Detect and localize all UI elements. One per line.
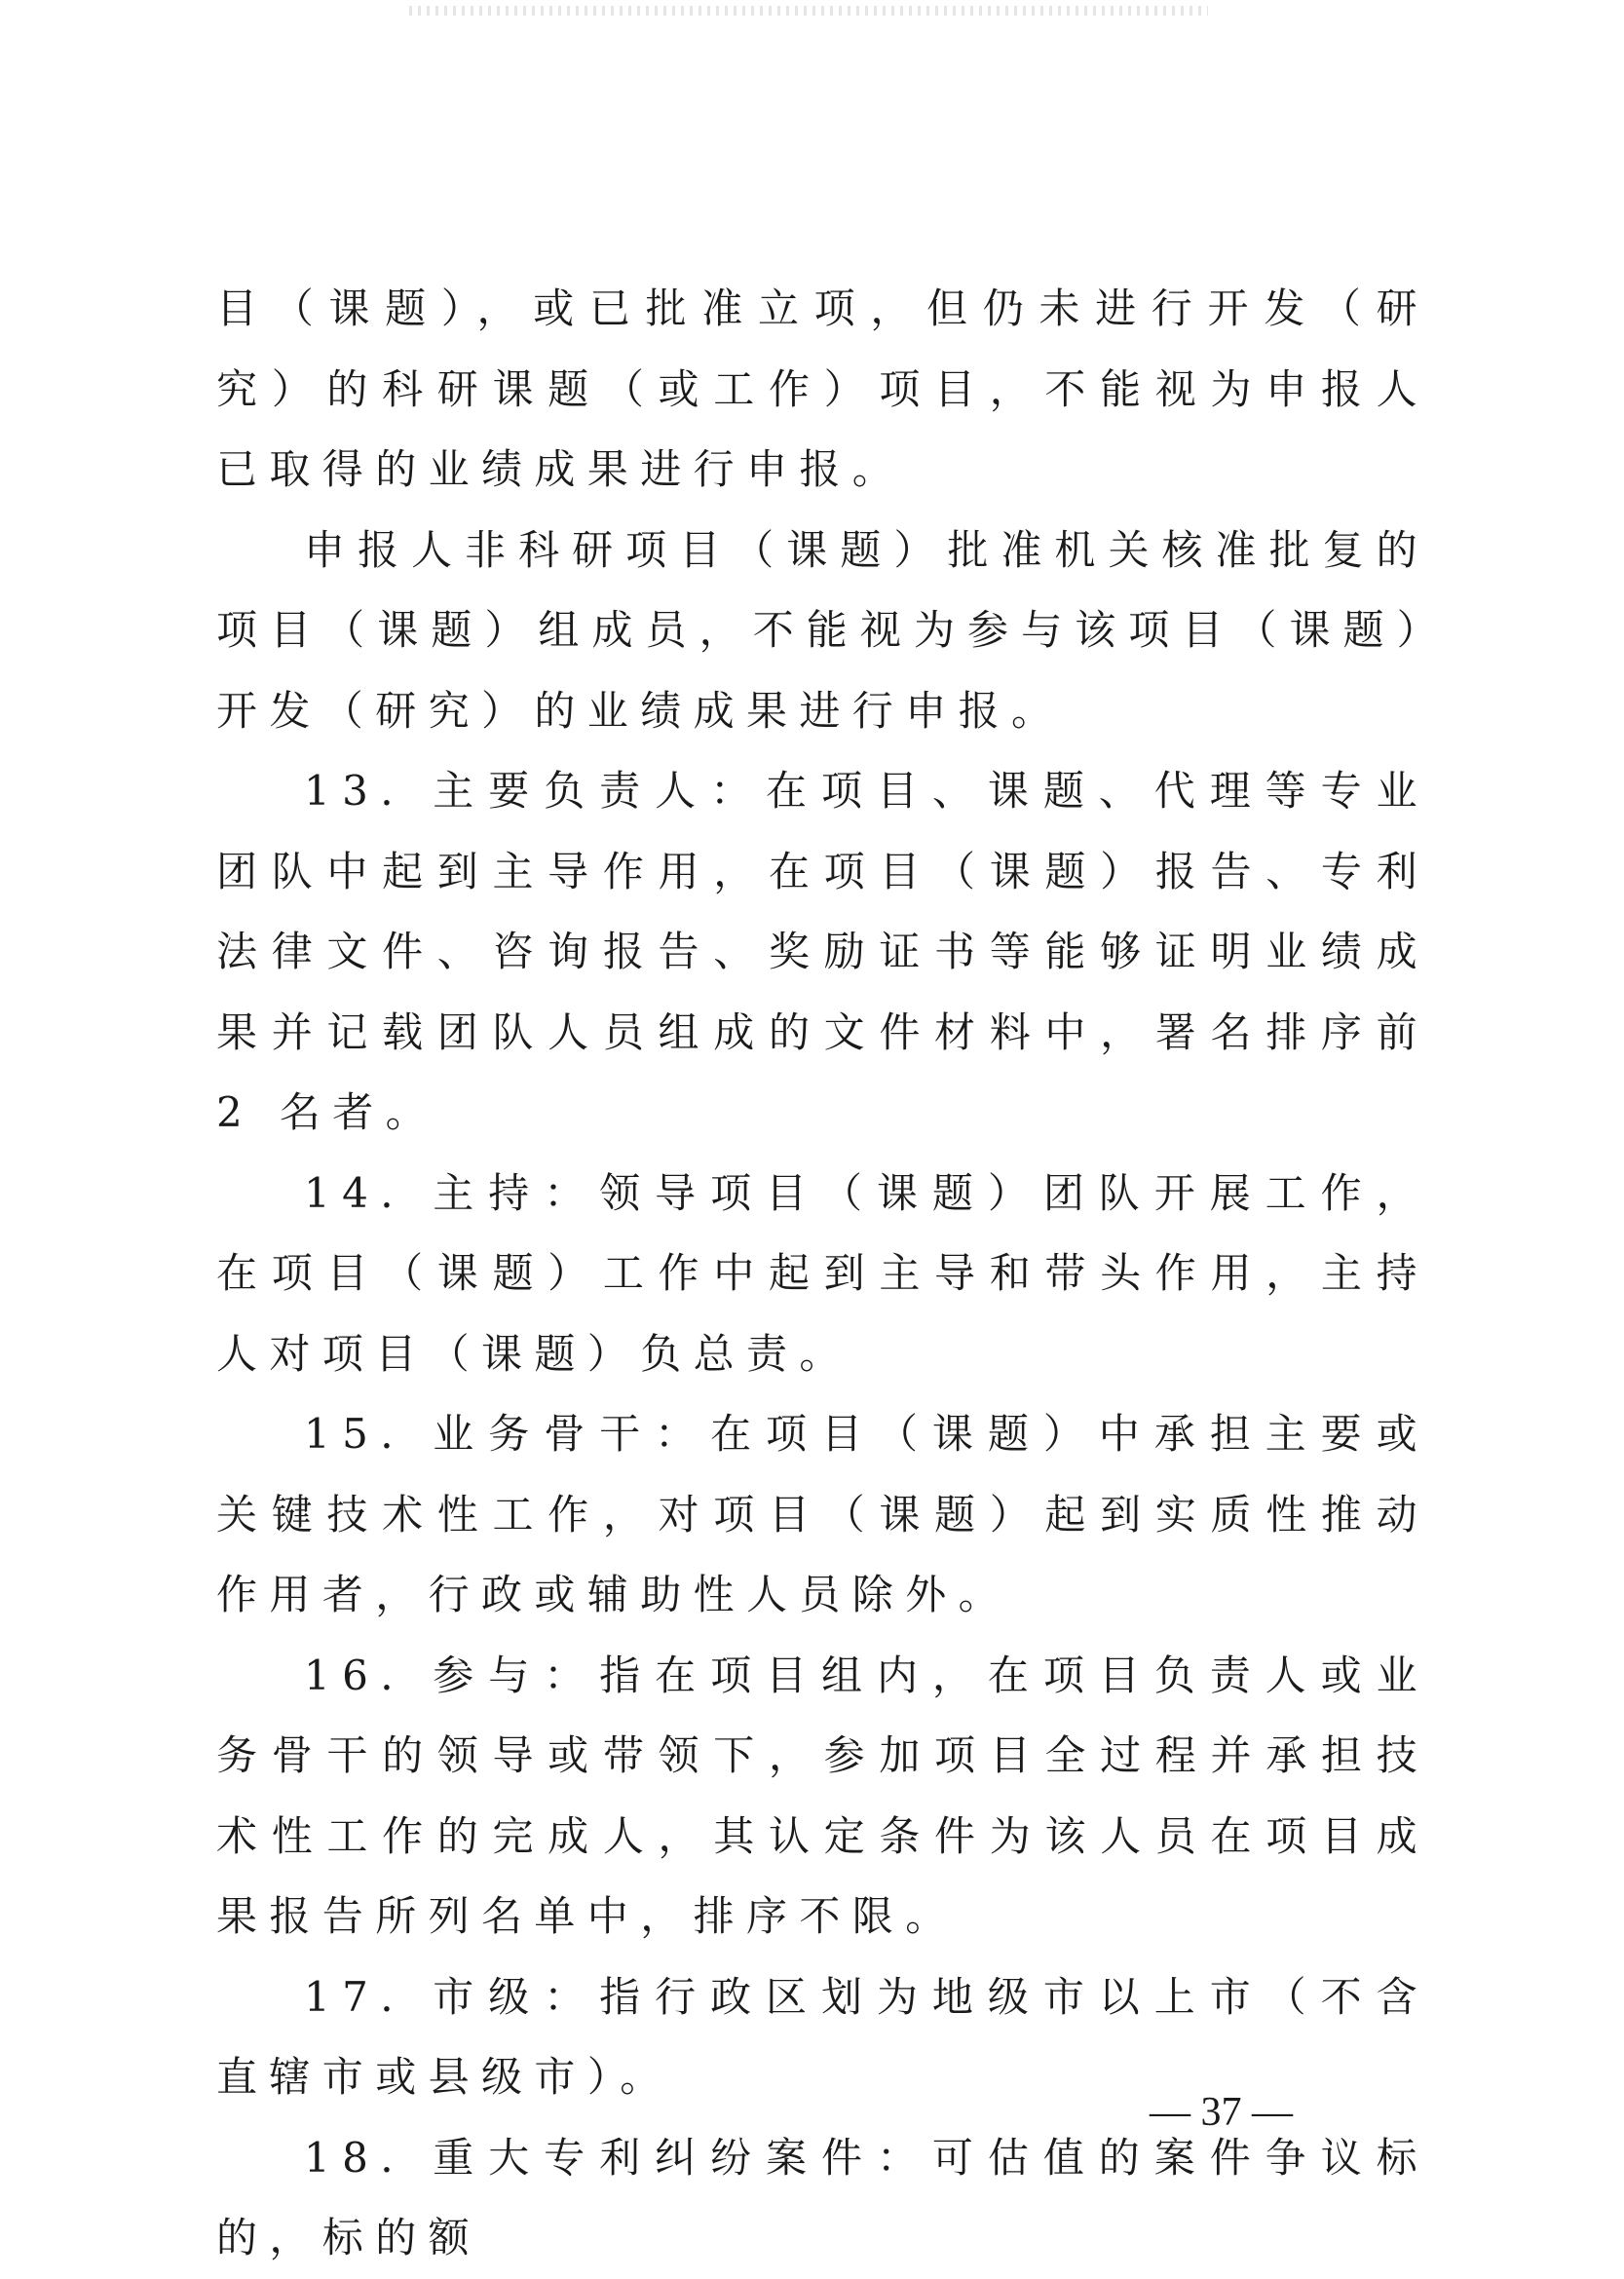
scan-artifact xyxy=(409,6,1208,16)
paragraph-item-15: 15. 业务骨干：在项目（课题）中承担主要或关键技术性工作，对项目（课题）起到实质性推动作用者，行政或辅助性人员除外。 xyxy=(216,1410,1429,1618)
paragraph-non-member: 申报人非科研项目（课题）批准机关核准批复的项目（课题）组成员，不能视为参与该项目（课题）开发（研究）的业绩成果进行申报。 xyxy=(216,525,1429,735)
paragraph-item-14: 14. 主持：领导项目（课题）团队开展工作，在项目（课题）工作中起到主导和带头作用，主持人对项目（课题）负总责。 xyxy=(216,1168,1429,1378)
paragraph-item-18: 18. 重大专利纠纷案件：可估值的案件争议标的，标的额 xyxy=(216,2133,1429,2261)
paragraph-item-13: 13. 主要负责人：在项目、课题、代理等专业团队中起到主导作用，在项目（课题）报告、专利法律文件、咨询报告、奖励证书等能够证明业绩成果并记载团队人员组成的文件材料中，署名排序前 2 名者。 xyxy=(216,767,1429,1136)
paragraph-item-17: 17. 市级：指行政区划为地级市以上市（不含直辖市或县级市）。 xyxy=(216,1972,1429,2101)
paragraph-continuation: 目（课题），或已批准立项，但仍未进行开发（研究）的科研课题（或工作）项目，不能视为申报人已取得的业绩成果进行申报。 xyxy=(216,285,1429,493)
page-number: — 37 — xyxy=(1150,2090,1293,2135)
document-body xyxy=(216,269,1429,2279)
paragraph-item-16: 16. 参与：指在项目组内，在项目负责人或业务骨干的领导或带领下，参加项目全过程并承担技术性工作的完成人，其认定条件为该人员在项目成果报告所列名单中，排序不限。 xyxy=(216,1651,1429,1940)
